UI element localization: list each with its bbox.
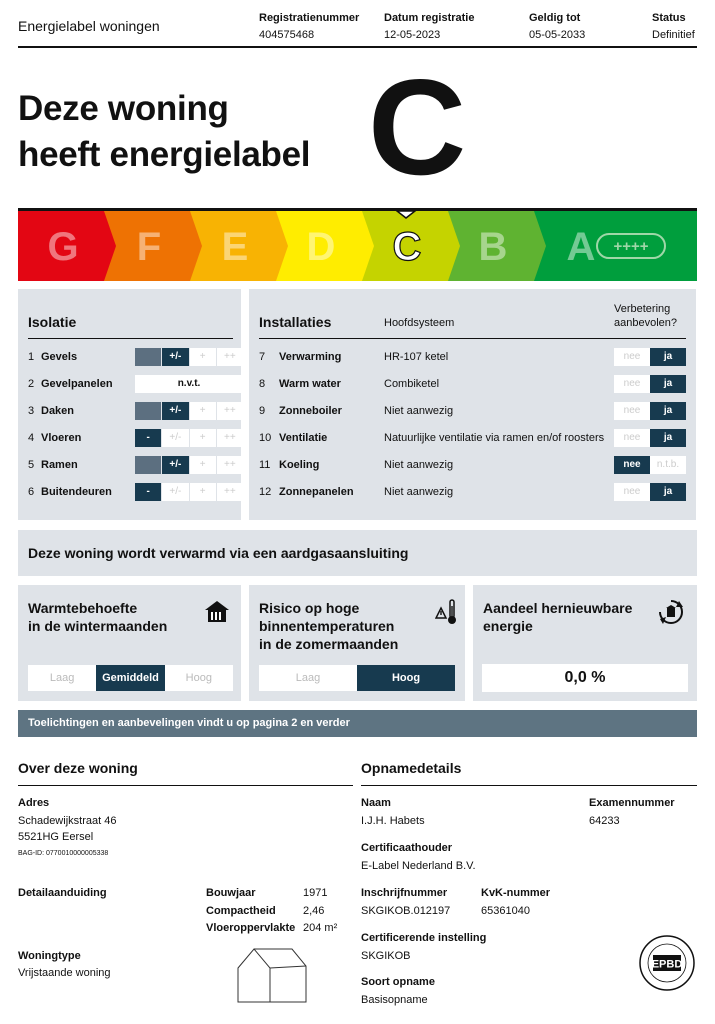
isolatie-cell: + <box>189 348 216 366</box>
row-number: 3 <box>28 405 35 417</box>
warmtebehoefte-option-gemiddeld: Gemiddeld <box>96 665 164 691</box>
warmtebehoefte-title-2: in de wintermaanden <box>28 618 168 634</box>
risico-option-hoog: Hoog <box>357 665 455 691</box>
improve-header-1: Verbetering <box>614 303 671 315</box>
row-name: Verwarming <box>279 351 342 363</box>
row-name: Zonneboiler <box>279 405 342 417</box>
woning-divider <box>18 785 353 786</box>
isolatie-cell: - <box>135 483 161 501</box>
hero-line-2: heeft energielabel <box>18 135 311 174</box>
isolatie-cell: + <box>189 402 216 420</box>
warmtebehoefte-option-laag: Laag <box>49 672 75 684</box>
hernieuwbaar-title-1: Aandeel hernieuwbare <box>483 600 633 616</box>
isolatie-cell: + <box>189 429 216 447</box>
scale-letter-f: F <box>136 225 162 269</box>
document-title: Energielabel woningen <box>18 18 160 34</box>
woningtype-label: Woningtype <box>18 950 81 962</box>
woningtype-value: Vrijstaande woning <box>18 967 111 979</box>
risico-panel <box>249 585 465 701</box>
naam-label: Naam <box>361 797 391 809</box>
row-name: Koeling <box>279 459 320 471</box>
bag-id: BAG-ID: 0770010000005338 <box>18 850 109 857</box>
opname-divider <box>361 785 697 786</box>
vloer-value: 204 m² <box>303 922 338 934</box>
detail-label: Detailaanduiding <box>18 887 107 899</box>
improvement-no: nee <box>614 456 650 474</box>
hernieuwbaar-value: 0,0 % <box>482 664 688 692</box>
row-system: Niet aanwezig <box>384 405 454 417</box>
improvement-toggle <box>614 456 686 474</box>
cert-value: E-Label Nederland B.V. <box>361 860 476 872</box>
row-number: 12 <box>259 486 272 498</box>
isolatie-cell: ++ <box>216 429 243 447</box>
exam-value: 64233 <box>589 815 620 827</box>
hero-line-1: Deze woning <box>18 89 229 128</box>
isolatie-cell: +/- <box>161 483 188 501</box>
date-label: Datum registratie <box>384 12 475 24</box>
registration-date <box>384 12 474 41</box>
valid-until <box>529 12 585 41</box>
house-heating-icon <box>204 600 230 624</box>
row-name: Gevelpanelen <box>41 378 113 390</box>
epbd-logo <box>638 934 696 992</box>
improvement-yes: n.t.b. <box>650 456 686 474</box>
address-label: Adres <box>18 797 50 809</box>
inschrijf-label: Inschrijfnummer <box>361 887 448 899</box>
thermometer-warning-icon <box>435 598 459 626</box>
inschrijf-value: SKGIKOB.012197 <box>361 905 451 917</box>
hernieuwbaar-panel <box>473 585 697 701</box>
cert-label: Certificaathouder <box>361 842 453 854</box>
improvement-yes: ja <box>650 483 686 501</box>
registration-value: 404575468 <box>259 29 315 41</box>
registration-number <box>259 12 359 41</box>
isolatie-cell: ++ <box>216 402 243 420</box>
instelling-value: SKGIKOB <box>361 950 411 962</box>
risico-title-3: in de zomermaanden <box>259 636 399 652</box>
installaties-panel <box>249 289 696 520</box>
valid-label: Geldig tot <box>529 12 581 24</box>
isolatie-scale <box>135 402 243 420</box>
row-number: 6 <box>28 486 35 498</box>
energy-label-letter: C <box>368 51 465 203</box>
kvk-value: 65361040 <box>481 905 530 917</box>
plus-badge-text: ++++ <box>613 238 649 255</box>
notice-bar: Toelichtingen en aanbevelingen vindt u op pagina 2 en verder <box>18 710 697 737</box>
status-label: Status <box>652 12 686 24</box>
improvement-toggle <box>614 429 686 447</box>
registration-label: Registratienummer <box>259 12 360 24</box>
address-city: 5521HG Eersel <box>18 831 94 843</box>
woning-title: Over deze woning <box>18 760 138 776</box>
scale-letter-e: E <box>221 225 249 269</box>
row-system: Combiketel <box>384 378 440 390</box>
valid-value: 05-05-2033 <box>529 29 586 41</box>
isolatie-cell: ++ <box>216 483 243 501</box>
naam-value: I.J.H. Habets <box>361 815 425 827</box>
row-system: Natuurlijke ventilatie via ramen en/of roosters <box>384 432 605 444</box>
row-number: 9 <box>259 405 266 417</box>
compact-label: Compactheid <box>206 905 276 917</box>
isolatie-scale <box>135 375 243 393</box>
isolatie-cell <box>135 402 161 420</box>
row-name: Gevels <box>41 351 78 363</box>
improvement-yes: ja <box>650 375 686 393</box>
energy-scale <box>18 211 697 281</box>
risico-title <box>259 599 398 653</box>
scale-letter-a: A <box>566 225 596 269</box>
soort-label: Soort opname <box>361 976 435 988</box>
isolatie-scale <box>135 348 243 366</box>
isolatie-scale <box>135 456 243 474</box>
installatie-row <box>259 456 686 474</box>
isolatie-cell: - <box>135 429 161 447</box>
risico-title-2: binnentemperaturen <box>259 618 395 634</box>
isolatie-cell <box>135 348 161 366</box>
improvement-toggle <box>614 483 686 501</box>
row-name: Zonnepanelen <box>279 486 354 498</box>
risico-title-1: Risico op hoge <box>259 600 360 616</box>
row-name: Ramen <box>41 459 78 471</box>
row-number: 4 <box>28 432 35 444</box>
bouwjaar-label: Bouwjaar <box>206 887 256 899</box>
row-number: 8 <box>259 378 266 390</box>
row-system: Niet aanwezig <box>384 459 454 471</box>
isolatie-panel <box>18 289 241 520</box>
header-divider <box>18 46 697 48</box>
isolatie-cell: +/- <box>161 429 188 447</box>
isolatie-cell: +/- <box>161 348 188 366</box>
status <box>652 12 695 41</box>
row-name: Warm water <box>279 378 341 390</box>
row-system: Niet aanwezig <box>384 486 454 498</box>
system-header: Hoofdsysteem <box>384 317 455 329</box>
isolatie-row <box>28 429 243 447</box>
date-value: 12-05-2023 <box>384 29 441 41</box>
isolatie-row <box>28 483 243 501</box>
detached-house-icon <box>234 946 310 1006</box>
isolatie-cell: + <box>189 483 216 501</box>
improvement-no: nee <box>614 375 650 393</box>
warmtebehoefte-title <box>28 599 167 635</box>
installatie-row <box>259 402 686 420</box>
improvement-toggle <box>614 402 686 420</box>
installatie-row <box>259 483 686 501</box>
row-number: 1 <box>28 351 35 363</box>
improvement-no: nee <box>614 402 650 420</box>
improve-header-2: aanbevolen? <box>614 317 678 329</box>
vloer-label: Vloeroppervlakte <box>206 922 296 934</box>
scale-letter-b: B <box>478 225 508 269</box>
improvement-yes: ja <box>650 348 686 366</box>
compact-value: 2,46 <box>303 905 325 917</box>
row-name: Ventilatie <box>279 432 328 444</box>
heating-banner <box>18 530 697 576</box>
epbd-logo-text: EPBD <box>651 958 683 971</box>
warmtebehoefte-panel <box>18 585 241 701</box>
row-system: HR-107 ketel <box>384 351 449 363</box>
improvement-yes: ja <box>650 429 686 447</box>
instelling-label: Certificerende instelling <box>361 932 487 944</box>
address-street: Schadewijkstraat 46 <box>18 815 117 827</box>
isolatie-scale <box>135 429 243 447</box>
opname-title: Opnamedetails <box>361 760 462 776</box>
row-number: 10 <box>259 432 272 444</box>
improvement-toggle <box>614 348 686 366</box>
status-value: Definitief <box>652 29 695 41</box>
isolatie-row <box>28 402 243 420</box>
isolatie-scale <box>135 483 243 501</box>
hero-heading <box>18 86 378 178</box>
row-number: 7 <box>259 351 266 363</box>
warmtebehoefte-scale <box>28 665 233 691</box>
installatie-row <box>259 429 686 447</box>
installaties-divider <box>259 338 686 339</box>
improvement-toggle <box>614 375 686 393</box>
isolatie-row <box>28 348 243 366</box>
row-number: 11 <box>259 459 271 471</box>
row-number: 5 <box>28 459 35 471</box>
scale-letter-d: D <box>306 225 336 269</box>
hernieuwbaar-title <box>483 599 632 635</box>
row-name: Vloeren <box>41 432 82 444</box>
improvement-yes: ja <box>650 402 686 420</box>
isolatie-value: n.v.t. <box>135 375 243 393</box>
exam-label: Examennummer <box>589 797 675 809</box>
row-number: 2 <box>28 378 35 390</box>
kvk-label: KvK-nummer <box>481 887 551 899</box>
isolatie-row <box>28 456 243 474</box>
isolatie-cell: ++ <box>216 348 243 366</box>
improvement-no: nee <box>614 429 650 447</box>
improvement-no: nee <box>614 483 650 501</box>
isolatie-title: Isolatie <box>28 314 77 330</box>
risico-option-laag: Laag <box>295 672 321 684</box>
installaties-title: Installaties <box>259 314 332 330</box>
improvement-no: nee <box>614 348 650 366</box>
heating-banner-text: Deze woning wordt verwarmd via een aardgasaansluiting <box>28 545 409 561</box>
isolatie-cell: +/- <box>161 402 188 420</box>
recycle-energy-icon <box>657 598 685 626</box>
risico-scale <box>259 665 455 691</box>
soort-value: Basisopname <box>361 994 428 1006</box>
scale-letter-g: G <box>47 225 79 269</box>
scale-letter-c: C <box>392 225 422 269</box>
warmtebehoefte-option-hoog: Hoog <box>185 672 212 684</box>
row-name: Daken <box>41 405 75 417</box>
isolatie-cell: + <box>189 456 216 474</box>
bouwjaar-value: 1971 <box>303 887 328 899</box>
isolatie-cell: +/- <box>161 456 188 474</box>
hernieuwbaar-title-2: energie <box>483 618 533 634</box>
installatie-row <box>259 348 686 366</box>
isolatie-cell: ++ <box>216 456 243 474</box>
warmtebehoefte-title-1: Warmtebehoefte <box>28 600 138 616</box>
isolatie-row <box>28 375 243 393</box>
installatie-row <box>259 375 686 393</box>
isolatie-divider <box>28 338 233 339</box>
row-name: Buitendeuren <box>41 486 112 498</box>
isolatie-cell <box>135 456 161 474</box>
